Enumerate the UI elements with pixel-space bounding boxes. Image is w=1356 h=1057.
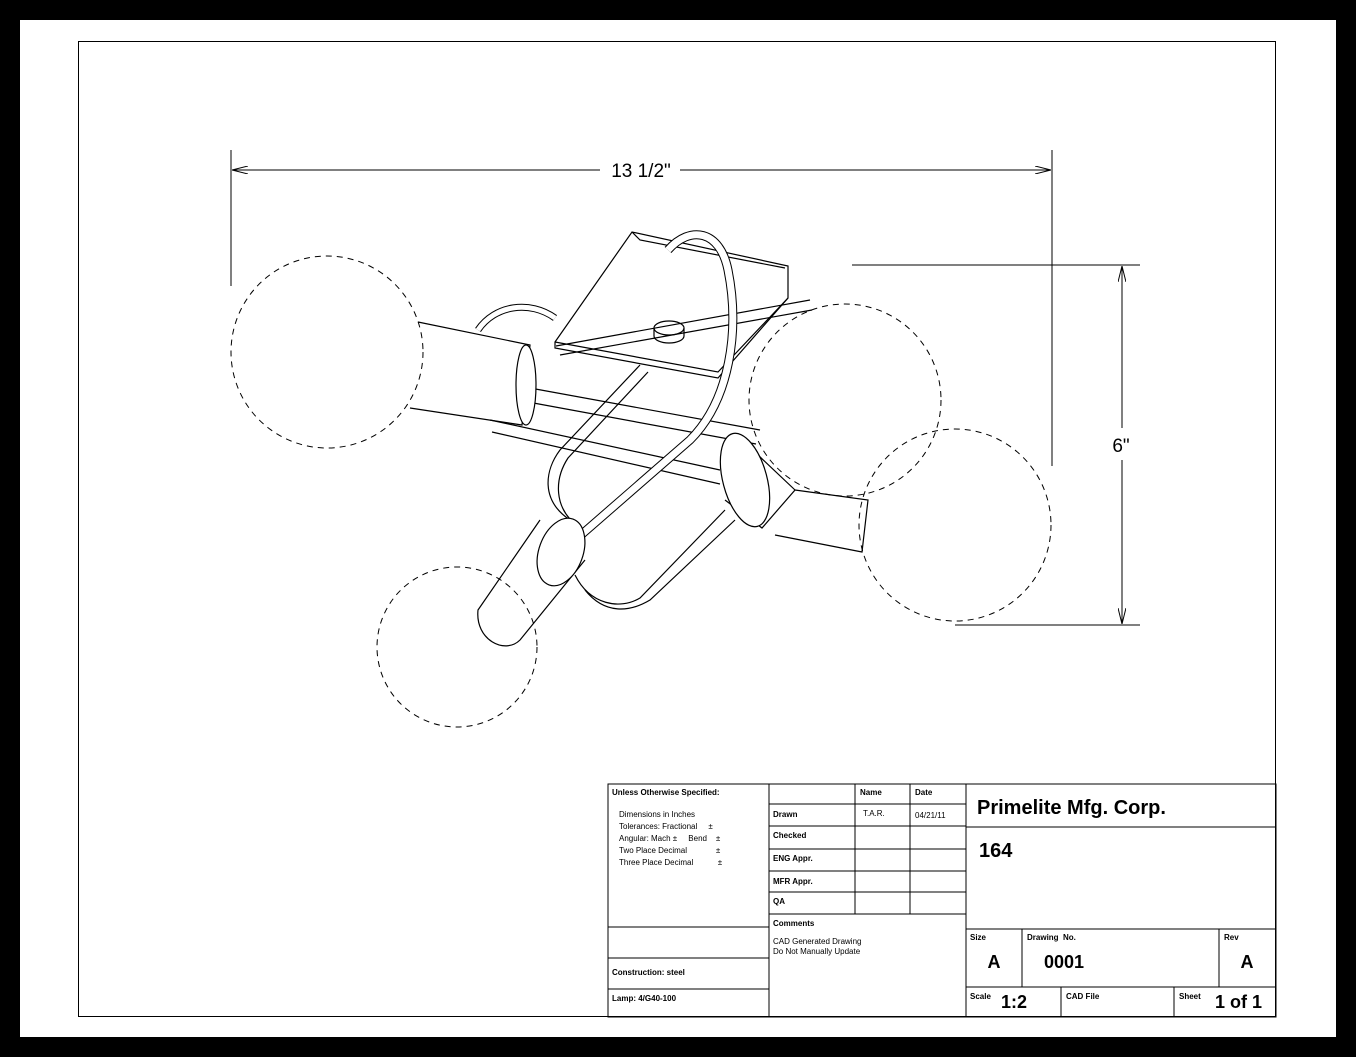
drawing-no-label: Drawing No. — [1027, 933, 1076, 942]
date-header: Date — [915, 788, 933, 797]
height-dimension — [852, 265, 1140, 625]
rev-label: Rev — [1224, 933, 1239, 942]
drawn-date: 04/21/11 — [915, 811, 946, 820]
globe-left — [231, 256, 423, 448]
spec-line: Three Place Decimal ± — [619, 858, 723, 867]
width-dimension — [231, 150, 1052, 466]
globe-right-upper — [749, 304, 941, 496]
sheet-label: Sheet — [1179, 992, 1201, 1001]
width-dimension-label: 13 1/2" — [611, 161, 671, 182]
name-header: Name — [860, 788, 882, 797]
comments-label: Comments — [773, 919, 815, 928]
cad-file-label: CAD File — [1066, 992, 1100, 1001]
eng-approval-label: ENG Appr. — [773, 854, 813, 863]
spec-line: Two Place Decimal ± — [619, 846, 721, 855]
fixture-body — [410, 232, 868, 646]
drawn-name: T.A.R. — [863, 809, 885, 818]
spec-line: Angular: Mach ± Bend ± — [619, 834, 721, 843]
socket-right-lower — [775, 490, 868, 552]
size-value: A — [987, 952, 1001, 972]
specs-header: Unless Otherwise Specified: — [612, 788, 720, 797]
drawn-label: Drawn — [773, 810, 798, 819]
globe-right-lower — [859, 429, 1051, 621]
lamp-globes — [231, 256, 1051, 727]
spec-line: Tolerances: Fractional ± — [619, 822, 713, 831]
company-name: Primelite Mfg. Corp. — [977, 797, 1166, 819]
size-label: Size — [970, 933, 987, 942]
spec-line: Dimensions in Inches — [619, 810, 696, 819]
mfr-approval-label: MFR Appr. — [773, 877, 813, 886]
lamp-note: Lamp: 4/G40-100 — [612, 994, 677, 1003]
scale-label: Scale — [970, 992, 991, 1001]
height-dimension-label: 6" — [1112, 436, 1130, 457]
scale-value: 1:2 — [1001, 992, 1028, 1012]
qa-label: QA — [773, 897, 785, 906]
comments-line: CAD Generated Drawing — [773, 937, 862, 946]
construction-note: Construction: steel — [612, 968, 685, 977]
checked-label: Checked — [773, 831, 807, 840]
canopy-plate — [555, 232, 788, 378]
globe-bottom — [377, 567, 537, 727]
comments-line: Do Not Manually Update — [773, 947, 861, 956]
drawing-title: 164 — [979, 840, 1013, 862]
sheet-value: 1 of 1 — [1215, 992, 1263, 1012]
title-block — [612, 788, 1262, 1012]
socket-top-left — [410, 322, 530, 425]
drawing-no-value: 0001 — [1044, 952, 1085, 972]
rev-value: A — [1240, 952, 1254, 972]
